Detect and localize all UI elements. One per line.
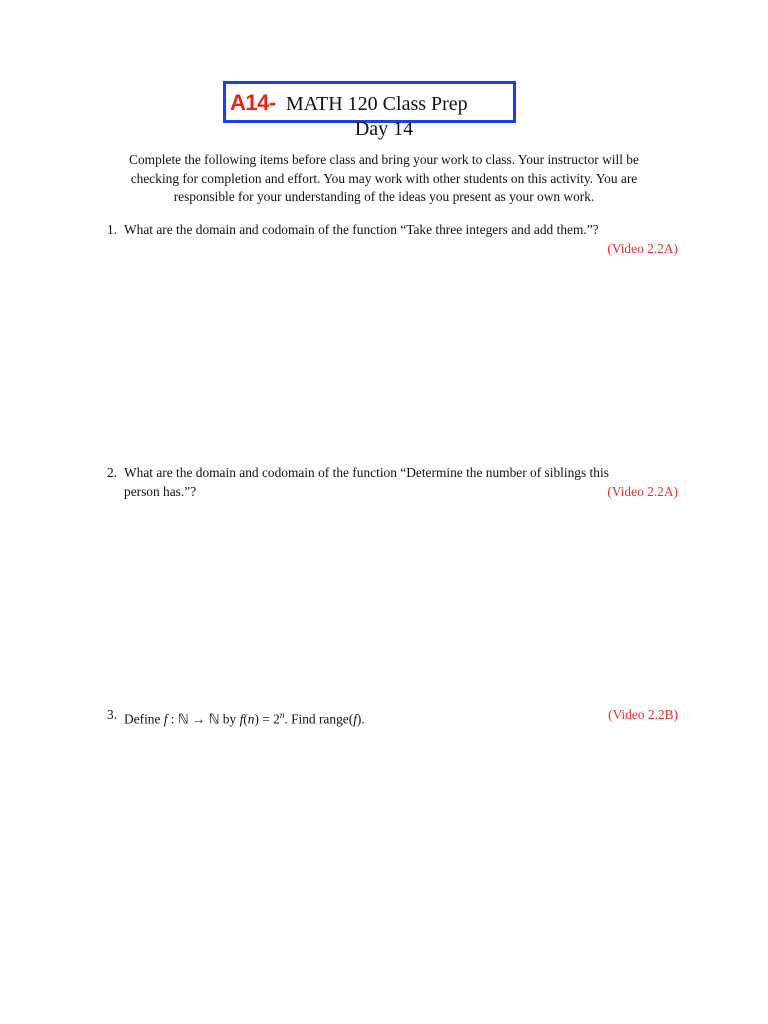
video-reference: (Video 2.2B): [608, 707, 678, 722]
intro-paragraph: [90, 151, 678, 207]
question-number: 3.: [107, 707, 118, 722]
question-3: [107, 706, 678, 729]
question-text-line2: person has.”?: [124, 483, 197, 499]
question-number: 1.: [107, 222, 118, 237]
question-text: What are the domain and codomain of the function “Determine the number of siblings this: [124, 465, 609, 480]
question-number: 2.: [107, 465, 118, 480]
intro-line: checking for completion and effort. You may work with other students on this activity. You are: [130, 170, 638, 186]
intro-line: responsible for your understanding of the ideas you present as your own work.: [173, 189, 595, 204]
question-1: [107, 221, 678, 258]
page-title: MATH 120 Class Prep: [286, 93, 468, 115]
question-text: (Video 2.2B) Define f : ℕ → ℕ by $f(n) = 2^n$. Find range(f).: [124, 707, 678, 727]
video-reference: (Video 2.2A): [607, 240, 678, 256]
question-text: What are the domain and codomain of the function “Take three integers and add them.”?: [124, 222, 599, 237]
intro-line: Complete the following items before class and bring your work to class. Your instructor will be: [129, 152, 639, 167]
question-text-continued: [124, 483, 678, 502]
question-2: [107, 464, 678, 501]
assignment-tag: A14-: [230, 90, 276, 115]
page-subtitle: Day 14: [354, 118, 414, 140]
video-reference: (Video 2.2A): [607, 483, 678, 499]
